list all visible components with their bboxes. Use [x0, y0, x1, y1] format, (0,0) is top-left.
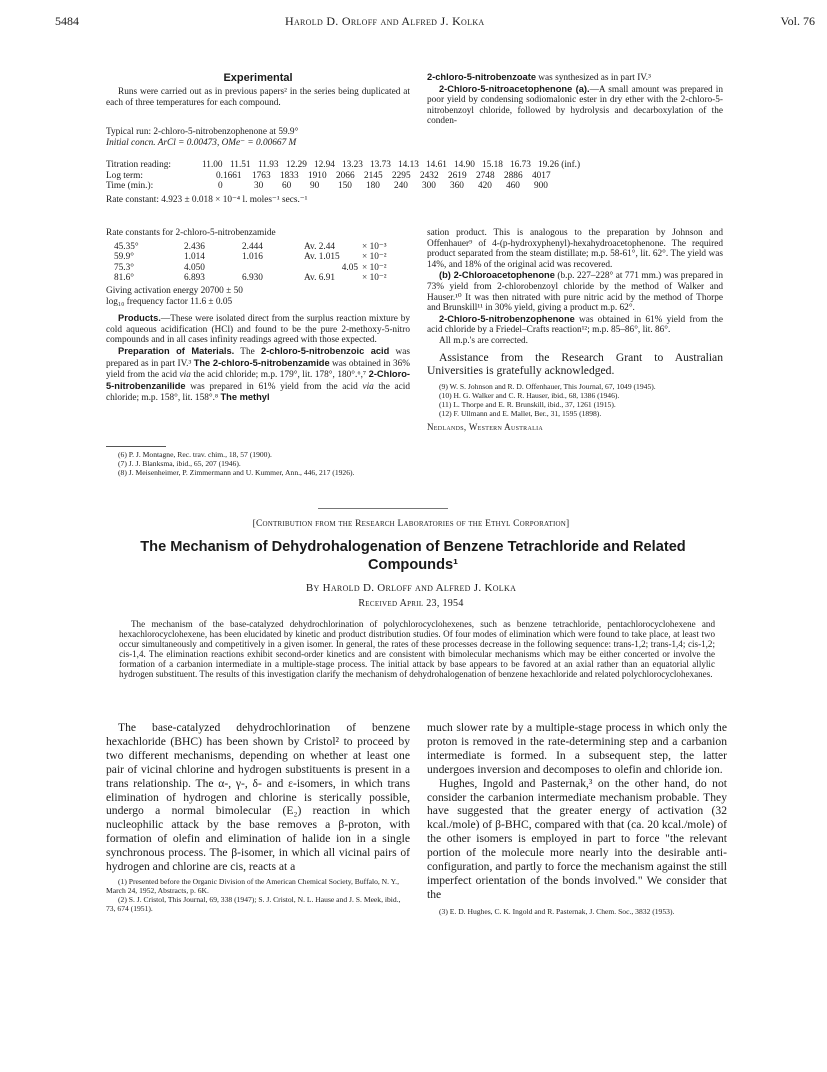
page-number: 5484 [55, 14, 79, 28]
rate-exponent: × 10⁻² [362, 262, 387, 273]
running-title: Harold D. Orloff and Alfred J. Kolka [285, 14, 485, 28]
products-text: —These were isolated direct from the surplus reaction mixture by cold aqueous acidification (HCl) and found to be the pure 2-methoxy-5-nitro compounds and in all cases infinity readings agreed with those expected. [106, 314, 410, 346]
time-cell: 420 [478, 181, 492, 192]
rate-constants-heading: Rate constants for 2-chloro-5-nitrobenzamide [106, 228, 276, 238]
titration-cell: 11.00 [202, 160, 223, 170]
products-heading: Products. [118, 313, 161, 324]
preparation-paragraph [106, 346, 410, 404]
prep-compound: The methyl [220, 392, 270, 403]
time-cell: 240 [394, 181, 408, 192]
chloroacetophenone-paragraph [427, 270, 723, 313]
footnotes-right-top [427, 382, 723, 418]
footnote: (2) S. J. Cristol, This Journal, 69, 338 (1947); S. J. Cristol, N. L. Hause and J. S. Meek, ibid., 73, 674 (1951). [106, 894, 401, 913]
abstract-text: The mechanism of the base-catalyzed dehydrochlorination of polychlorocyclohexenes, such as benzene tetrachloride, pentachlorocyclohexene and hexachlorocyclohexene, has been elucidated by kinetic and product distribution studies. Of four modes of elimination which were found to take place, at least two occur simultaneously and competitively in a given isomer. In general, the rates of these processes decrease in the following sequence: trans-1,2; trans-1,4; cis-1,2; cis-1,4. The elimination reactions exhibit second-order kinetics and are consistent with bimolecular mechanisms which may be either concerted or involve the formation of a carbanion intermediate in a multiple-stage process. The initial attack by base appears to be favored at an axial rather than an equatorial allylic hydrogen substituent. The results of this investigation clarify the mechanism of dehydrohalogenation of benzene hexachloride and related polychlorocyclohexanes. [119, 619, 715, 680]
titration-cell: 15.18 [482, 160, 503, 170]
paragraph-text: was obtained in 61% yield from the acid chloride by a Friedel–Crafts reaction¹²; m.p. 85–86°, lit. 86°. [427, 314, 723, 336]
footnote: (9) W. S. Johnson and R. D. Offenhauer, This Journal, 67, 1049 (1945). [439, 382, 656, 392]
rate-average: Av. 2.44 [304, 241, 335, 252]
rate-exponent: × 10⁻² [362, 252, 387, 263]
prep-compound: 2-Chloro-5-nitrobenzanilide [106, 369, 410, 391]
body-left-column [106, 721, 410, 913]
rate-k2: 6.930 [242, 273, 263, 284]
rate-exponent: × 10⁻³ [362, 241, 387, 252]
footnote: (12) F. Ullmann and E. Mallet, Ber., 31, 1595 (1898). [439, 409, 602, 419]
rate-temp: 75.3° [114, 262, 134, 273]
time-cell: 900 [534, 181, 548, 192]
log-term-cell: 1833 [280, 170, 299, 181]
acknowledgment: Assistance from the Research Grant to Australian Universities is gratefully acknowledged. [427, 350, 723, 378]
time-cell: 60 [282, 181, 292, 192]
time-label: Time (min.): [106, 181, 154, 192]
page-header [55, 14, 815, 30]
titration-cell: 13.23 [342, 160, 363, 170]
log-term-cell: 2066 [336, 170, 355, 181]
titration-label: Titration reading: [106, 160, 171, 170]
initial-concentration: Initial concn. ArCl = 0.00473, OMe⁻ = 0.00667 M [106, 137, 297, 148]
compound-name: 2-Chloro-5-nitroacetophenone (a). [439, 83, 590, 94]
rate-temp: 81.6° [114, 273, 134, 284]
body-paragraph: The base-catalyzed dehydrochlorination of benzene hexachloride (BHC) has been shown by Cristol² to proceed by two different mechanisms, depending on whether at least one pair of vicinal chlorine and hydrogen substituents is present in a trans relationship. The α-, γ-, δ- and ε-isomers, in which trans elimination of hydrogen and chlorine is sterically possible, undergo a normal bimolecular (E₂) reaction in which nucleophilic attack by the base removes a β-proton, with formation of olefin and elimination of halide ion in a single synchronous process. The β-isomer, in which all vicinal pairs of hydrogen and chlorine are cis, reacts at a [106, 721, 410, 874]
log-term-cell: 2295 [392, 170, 411, 181]
right-column-top [427, 72, 723, 127]
section-divider [318, 508, 448, 509]
time-cell: 30 [254, 181, 264, 192]
prep-via: via [362, 381, 374, 392]
prep-text: the acid chloride; m.p. 179°, lit. 178°, 180°.⁶,⁷ [190, 370, 369, 381]
prep-text: the acid chloride; m.p. 158°, lit. 158°.⁸ [106, 381, 411, 404]
log-term-cell: 2886 [504, 170, 523, 181]
log-term-cell: 0.1661 [216, 170, 242, 181]
rate-average: Av. 1.015 [304, 252, 340, 263]
paragraph-text: —A small amount was prepared in poor yield by condensing sodiomalonic ester in dry ether with the 2-chloro-5-nitrobenzoyl chloride, followed by hydrolysis and decarboxylation of the conden- [427, 84, 723, 127]
footnote: (3) E. D. Hughes, C. K. Ingold and R. Pasternak, J. Chem. Soc., 3832 (1953). [439, 906, 675, 916]
rate-table-row [106, 273, 410, 284]
titration-cell: 19.26 (inf.) [538, 160, 581, 170]
titration-cell: 14.90 [454, 160, 475, 170]
rate-constant: Rate constant: 4.923 ± 0.018 × 10⁻⁴ l. moles⁻¹ secs.⁻¹ [106, 194, 308, 205]
preparation-heading: Preparation of Materials. [118, 345, 235, 356]
log-term-cell: 2432 [420, 170, 439, 181]
rate-table-row [106, 263, 410, 274]
titration-cell: 12.94 [314, 160, 335, 170]
log-term-cell: 1910 [308, 170, 327, 181]
methyl-ester-paragraph [427, 72, 723, 84]
rate-k1: 6.893 [184, 273, 205, 284]
typical-run-text: Typical run: 2-chloro-5-nitrobenzophenone at 59.9° [106, 127, 299, 137]
volume-number: Vol. 76 [780, 14, 815, 28]
footnote: (11) L. Thorpe and E. R. Brunskill, ibid., 37, 1261 (1915). [439, 400, 616, 410]
time-cell: 0 [218, 181, 223, 192]
rate-table-row [106, 252, 410, 263]
received-date: Received April 23, 1954 [358, 598, 464, 609]
footnote: (8) J. Meisenheimer, P. Zimmermann and U. Kummer, Ann., 446, 217 (1926). [118, 468, 355, 477]
prep-compound: The 2-chloro-5-nitrobenzamide [193, 357, 330, 368]
time-cell: 460 [506, 181, 520, 192]
log-term-cell: 4017 [532, 170, 551, 181]
right-column-middle [427, 228, 723, 432]
rate-k1: 1.014 [184, 252, 205, 263]
titration-cell: 11.93 [258, 160, 279, 170]
typical-run [106, 127, 806, 148]
titration-cell: 14.61 [426, 160, 447, 170]
abstract [119, 619, 715, 680]
article-title: The Mechanism of Dehydrohalogenation of Benzene Tetrachloride and Related Compounds¹ [140, 539, 686, 573]
prep-text: was prepared in 61% yield from the acid [185, 381, 363, 392]
titration-cell: 16.73 [510, 160, 531, 170]
titration-cell: 11.51 [230, 160, 251, 170]
experimental-section [106, 72, 410, 108]
footnote: (10) H. G. Walker and C. R. Hauser, ibid., 68, 1386 (1946). [439, 391, 620, 401]
paragraph-text: was synthesized as in part IV.³ [535, 73, 651, 83]
prep-via: via [179, 370, 191, 381]
rate-table-row [106, 242, 410, 253]
footnote: (7) J. J. Blanksma, ibid., 65, 207 (1946). [118, 459, 241, 468]
time-cell: 180 [366, 181, 380, 192]
experimental-intro: Runs were carried out as in previous papers² in the series being duplicated at each of three temperatures for each compound. [106, 87, 410, 108]
prep-text: was prepared as in part IV.³ [106, 346, 410, 369]
compound-name: 2-chloro-5-nitrobenzoate [427, 72, 536, 82]
benzophenone-paragraph [427, 314, 723, 336]
rate-k2: 1.016 [242, 252, 263, 263]
rate-exponent: × 10⁻² [362, 273, 387, 284]
paragraph-text: (b.p. 227–228° at 771 mm.) was prepared in 73% yield from 2-chlorobenzoyl chloride by the method of Walker and Hauser.¹⁰ It was then nitrated with pure nitric acid by the method of Thorpe and Brunskill¹¹ in 30% yield, giving a product m.p. 62°. [427, 271, 723, 314]
time-cell: 360 [450, 181, 464, 192]
footnotes-right-bottom [427, 907, 727, 916]
contribution-line: [Contribution from the Research Laboratories of the Ethyl Corporation] [252, 519, 570, 529]
rate-k1: 2.436 [184, 241, 205, 252]
log-term-cell: 2748 [476, 170, 495, 181]
footnotes-left-bottom [106, 877, 410, 913]
rate-temp: 59.9° [114, 252, 134, 263]
time-cell: 150 [338, 181, 352, 192]
products-paragraph [106, 313, 410, 346]
frequency-factor: log₁₀ frequency factor 11.6 ± 0.05 [106, 296, 233, 307]
log-term-cell: 2619 [448, 170, 467, 181]
prep-text: The [234, 346, 261, 357]
log-term-row [106, 171, 806, 182]
footnote: (1) Presented before the Organic Division of the American Chemical Society, Buffalo, N. Y., March 24, 1952, Abstracts, p. 6K. [106, 876, 399, 895]
compound-name: 2-Chloro-5-nitrobenzophenone [439, 313, 575, 324]
time-row [106, 181, 806, 192]
log-term-cell: 2145 [364, 170, 383, 181]
rate-temp: 45.35° [114, 241, 139, 252]
corrected-note: All m.p.'s are corrected. [439, 335, 528, 346]
prep-compound: 2-chloro-5-nitrobenzoic acid [260, 345, 390, 356]
titration-table [106, 160, 806, 205]
rate-k1: 4.050 [184, 262, 205, 273]
titration-cell: 14.13 [398, 160, 419, 170]
rate-average: Av. 6.91 [304, 273, 335, 284]
footnote-rule [106, 446, 166, 447]
rate-constants-block [106, 228, 410, 404]
byline: By Harold D. Orloff and Alfred J. Kolka [305, 582, 517, 594]
prep-text: was obtained in 36% yield from the acid [106, 358, 410, 381]
acetophenone-paragraph [427, 84, 723, 127]
experimental-heading: Experimental [223, 72, 293, 84]
body-paragraph: much slower rate by a multiple-stage process in which only the proton is removed in the rate-determining step and a carbanion intermediate is formed. In a subsequent step, the latter undergoes inversion and decomposes to olefin and chloride ion. [427, 721, 727, 776]
sation-paragraph: sation product. This is analogous to the preparation by Johnson and Offenhauer⁹ of 4-(p-hydroxyphenyl)-hexahydroacetophenone. The required product separated from the steam distillate; m.p. 58-61°, lit. 62°. The yield was 14%, and 18% of the original acid was recovered. [427, 228, 723, 270]
time-cell: 90 [310, 181, 320, 192]
titration-cell: 12.29 [286, 160, 307, 170]
location: Nedlands, Western Australia [427, 422, 544, 433]
body-right-column [427, 721, 727, 916]
activation-energy: Giving activation energy 20700 ± 50 [106, 285, 243, 296]
body-paragraph: Hughes, Ingold and Pasternak,³ on the other hand, do not consider the carbanion intermediate mechanism probable. They have suggested that the greater energy of activation (32 kcal./mole) of β-BHC, compared with that (ca. 20 kcal./mole) of the other isomers is employed in part to force "the relevant portion of the molecule more nearly into the desirable anti-configuration, and partly to force the mechanism against the still imperfect orientation of the bonds involved." We consider that the [427, 776, 727, 901]
footnotes-left-top [106, 450, 410, 477]
footnote: (6) P. J. Montagne, Rec. trav. chim., 18, 57 (1900). [118, 450, 272, 459]
compound-name: (b) 2-Chloroacetophenone [439, 270, 555, 281]
rate-constants-table [106, 242, 410, 284]
rate-k2: 2.444 [242, 241, 263, 252]
time-cell: 300 [422, 181, 436, 192]
log-term-cell: 1763 [252, 170, 271, 181]
titration-row [106, 160, 806, 171]
titration-cell: 13.73 [370, 160, 391, 170]
rate-k2 [242, 263, 304, 274]
rate-average: 4.05 [341, 262, 358, 273]
log-term-label: Log term: [106, 170, 143, 181]
